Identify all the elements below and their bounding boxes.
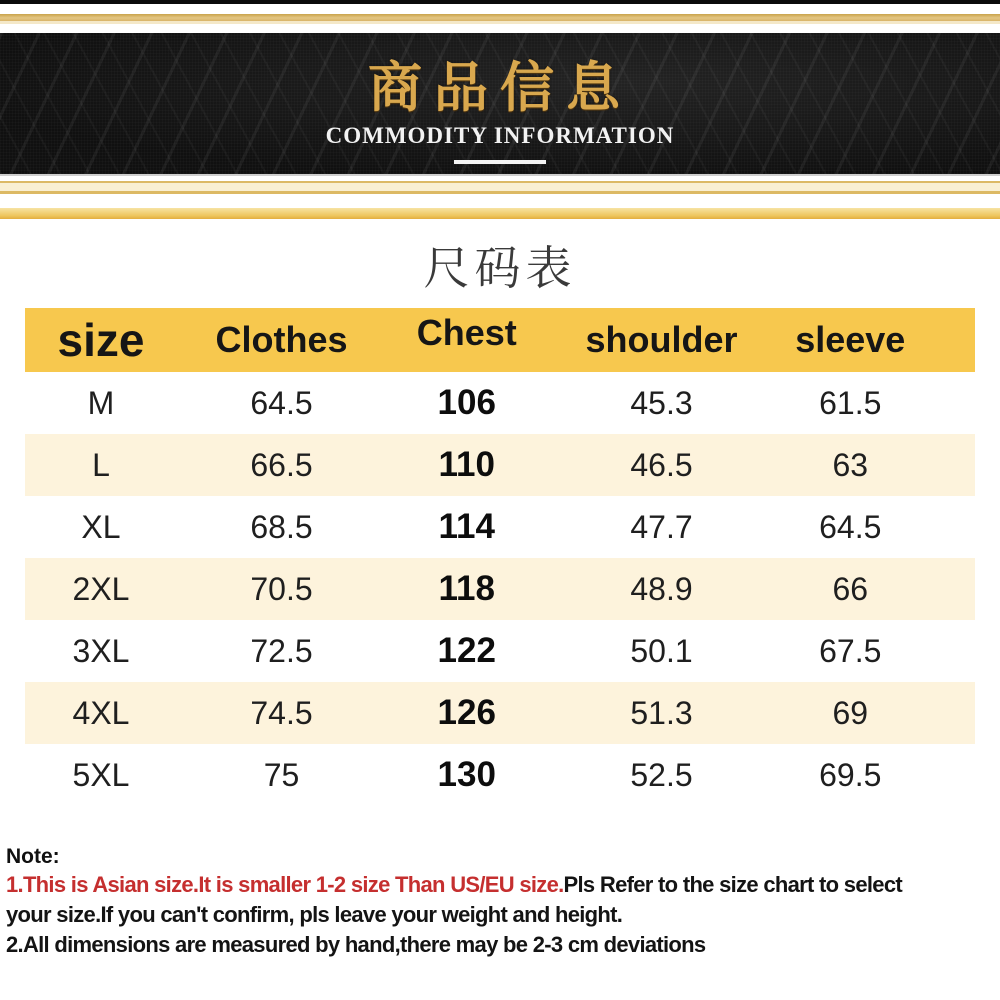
size-table (25, 308, 975, 806)
cell-chest: 122 (437, 631, 496, 671)
spacer (0, 194, 1000, 208)
cell-shoulder: 48.9 (630, 570, 693, 607)
cell-chest: 106 (437, 383, 496, 423)
cell-size: XL (81, 508, 121, 545)
cell-sleeve: 61.5 (819, 384, 882, 421)
cell-size: 4XL (72, 694, 130, 731)
note-line-3: 2.All dimensions are measured by hand,there may be 2-3 cm deviations (6, 932, 706, 958)
banner-title-chinese: 商品信息 (368, 58, 632, 118)
column-header-chest: Chest (416, 312, 517, 354)
table-row (25, 682, 975, 744)
cell-sleeve: 66 (832, 570, 869, 607)
table-row (25, 620, 975, 682)
note-line-1-black: Pls Refer to the size chart to select (563, 872, 902, 898)
cell-sleeve: 63 (832, 446, 869, 483)
cell-shoulder: 46.5 (630, 446, 693, 483)
column-header-shoulder: shoulder (585, 319, 738, 361)
gold-stripe-upper (0, 181, 1000, 194)
commodity-info-banner (0, 33, 1000, 174)
table-row (25, 434, 975, 496)
cell-chest: 114 (438, 507, 495, 547)
note-line-1 (6, 870, 1000, 900)
spacer (0, 24, 1000, 33)
note-line-2: your size.If you can't confirm, pls leave your weight and height. (6, 902, 623, 928)
banner-underline (454, 160, 546, 164)
note-line-1-red: 1.This is Asian size.It is smaller 1-2 size Than US/EU size. (6, 872, 564, 898)
notes-section (6, 844, 1000, 960)
size-chart-title: 尺码表 (423, 242, 577, 294)
cell-chest: 130 (437, 755, 496, 795)
cell-clothes: 68.5 (250, 508, 313, 545)
cell-chest: 110 (438, 445, 495, 485)
cell-sleeve: 69.5 (819, 756, 882, 793)
cell-clothes: 70.5 (250, 570, 313, 607)
cell-clothes: 75 (263, 756, 300, 793)
cell-chest: 118 (438, 569, 495, 609)
gold-stripe-lower (0, 208, 1000, 219)
column-header-clothes: Clothes (215, 319, 348, 361)
cell-size: 5XL (72, 756, 130, 793)
cell-sleeve: 69 (832, 694, 869, 731)
size-table-body (25, 372, 975, 806)
cell-shoulder: 50.1 (630, 632, 693, 669)
note-label: Note: (6, 845, 60, 869)
cell-shoulder: 47.7 (630, 508, 693, 545)
cell-size: M (87, 384, 115, 421)
table-row (25, 558, 975, 620)
cell-size: L (92, 446, 110, 483)
banner-title-english: COMMODITY INFORMATION (325, 123, 675, 148)
cell-size: 2XL (72, 570, 130, 607)
cell-clothes: 64.5 (250, 384, 313, 421)
cell-shoulder: 52.5 (630, 756, 693, 793)
table-row (25, 496, 975, 558)
cell-chest: 126 (437, 693, 496, 733)
cell-size: 3XL (72, 632, 130, 669)
cell-shoulder: 45.3 (630, 384, 693, 421)
top-gold-stripe (0, 14, 1000, 21)
cell-sleeve: 67.5 (819, 632, 882, 669)
spacer (0, 4, 1000, 14)
cell-clothes: 66.5 (250, 446, 313, 483)
column-header-size: size (57, 314, 145, 367)
table-row (25, 372, 975, 434)
cell-clothes: 74.5 (250, 694, 313, 731)
cell-shoulder: 51.3 (630, 694, 693, 731)
table-row (25, 744, 975, 806)
size-table-header-row (25, 308, 975, 372)
spacer (0, 174, 1000, 181)
cell-sleeve: 64.5 (819, 508, 882, 545)
cell-clothes: 72.5 (250, 632, 313, 669)
column-header-sleeve: sleeve (795, 319, 906, 361)
